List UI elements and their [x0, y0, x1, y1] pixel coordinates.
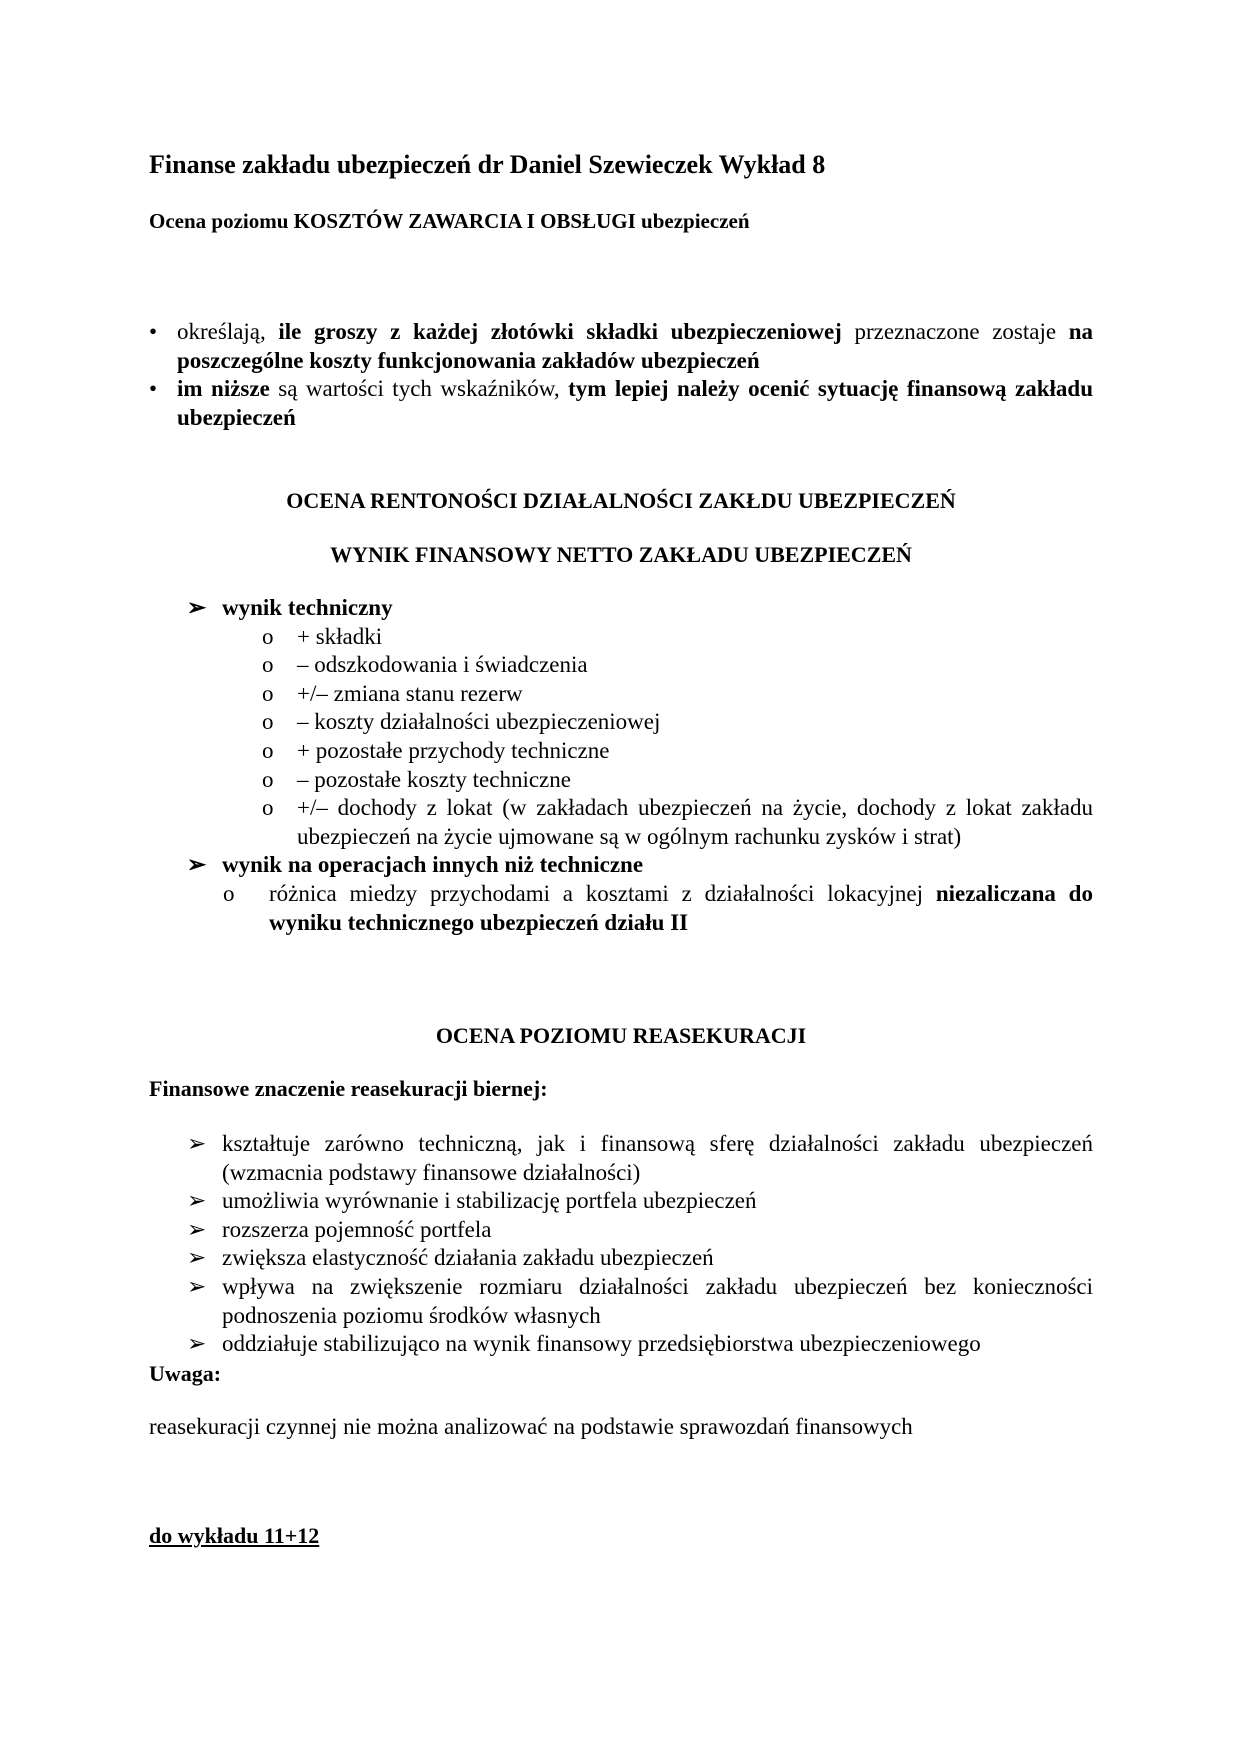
arrow-icon: ➢: [187, 852, 207, 878]
bold-text: im niższe: [177, 376, 270, 402]
reinsurance-item-text: kształtuje zarówno techniczną, jak i finansową sferę działalności zakładu ubezpieczeń (wzmacnia podstawy finansowe działalności): [222, 1131, 1093, 1185]
circle-bullet-icon: o: [262, 766, 274, 792]
arrow-icon: ➢: [187, 1216, 207, 1242]
technical-item-text: +/– zmiana stanu rezerw: [297, 680, 523, 706]
list-item: [149, 375, 1093, 432]
circle-bullet-icon: o: [262, 623, 274, 649]
note-label: Uwaga:: [149, 1361, 222, 1386]
arrow-icon: ➢: [187, 595, 207, 620]
reinsurance-item-text: umożliwia wyrównanie i stabilizację portfela ubezpieczeń: [222, 1188, 757, 1214]
list-item: [149, 1216, 1093, 1245]
bold-text: ile groszy z każdej złotówki składki ubezpieczeniowej: [278, 319, 842, 344]
heading-profitability: OCENA RENTONOŚCI DZIAŁALNOŚCI ZAKŁDU UBEZPIECZEŃ: [286, 488, 956, 513]
text: przeznaczone zostaje: [841, 319, 1069, 344]
reinsurance-item-text: rozszerza pojemność portfela: [222, 1216, 492, 1242]
technical-result-label: wynik techniczny: [222, 595, 393, 620]
list-item: [149, 623, 1093, 652]
list-item: [149, 794, 1093, 851]
list-item: [149, 318, 1093, 375]
other-result-label: wynik na operacjach innych niż techniczne: [222, 852, 644, 878]
list-item: [149, 1330, 1093, 1359]
bullet-list: [149, 318, 1093, 432]
arrow-icon: ➢: [187, 1188, 207, 1214]
list-item: [149, 1130, 1093, 1187]
lecture-link[interactable]: do wykładu 11+12: [149, 1523, 320, 1548]
section-subtitle: Ocena poziomu KOSZTÓW ZAWARCIA I OBSŁUGI ubezpieczeń: [149, 209, 750, 233]
list-item: [149, 1187, 1093, 1216]
other-result-label-row: [149, 851, 1093, 880]
list-item: [149, 1244, 1093, 1273]
heading-reinsurance: OCENA POZIOMU REASEKURACJI: [435, 1023, 807, 1048]
bullet-icon: •: [149, 376, 158, 402]
technical-item-text: + pozostałe przychody techniczne: [297, 737, 610, 763]
circle-bullet-icon: o: [262, 709, 274, 735]
arrow-icon: ➢: [187, 1245, 207, 1271]
technical-item-text: + składki: [297, 623, 383, 649]
bold-text: niezaliczana do wyniku technicznego ubezpieczeń działu II: [269, 880, 1093, 935]
reinsurance-item-text: wpływa na zwiększenie rozmiaru działalności zakładu ubezpieczeń bez konieczności podnoszenia poziomu środków własnych: [222, 1273, 1093, 1328]
arrow-icon: ➢: [187, 1273, 207, 1299]
circle-bullet-icon: o: [262, 795, 274, 821]
note-text: reasekuracji czynnej nie można analizować na podstawie sprawozdań finansowych: [149, 1414, 913, 1439]
list-item: [149, 680, 1093, 709]
text: różnica miedzy przychodami a kosztami z działalności lokacyjnej: [269, 880, 936, 906]
list-item: [149, 737, 1093, 766]
circle-bullet-icon: o: [262, 737, 274, 763]
reinsurance-item-text: oddziałuje stabilizująco na wynik finansowy przedsiębiorstwa ubezpieczeniowego: [222, 1331, 981, 1357]
list-item: [149, 880, 1093, 937]
reinsurance-list: [149, 1130, 1093, 1359]
technical-result-label-row: [149, 594, 1093, 623]
bullet-icon: •: [149, 319, 158, 344]
bold-text: na poszczególne koszty funkcjonowania zakładów ubezpieczeń: [177, 319, 1094, 373]
circle-bullet-icon: o: [223, 880, 235, 906]
list-item: [149, 708, 1093, 737]
reinsurance-label: Finansowe znaczenie reasekuracji biernej:: [149, 1076, 548, 1101]
arrow-icon: ➢: [187, 1131, 207, 1156]
technical-item-text: – koszty działalności ubezpieczeniowej: [297, 709, 661, 735]
reinsurance-item-text: zwiększa elastyczność działania zakładu ubezpieczeń: [222, 1245, 714, 1271]
list-item: [149, 1273, 1093, 1330]
circle-bullet-icon: o: [262, 680, 274, 706]
bold-text: tym lepiej należy ocenić sytuację finansową zakładu ubezpieczeń: [177, 376, 1094, 430]
technical-item-text: +/– dochody z lokat (w zakładach ubezpieczeń na życie, dochody z lokat zakładu ubezpieczeń na życie ujmowane są w ogólnym rachunku zysków i strat): [297, 795, 1093, 849]
document-title: Finanse zakładu ubezpieczeń dr Daniel Szewieczek Wykład 8: [149, 150, 826, 179]
heading-net-result: WYNIK FINANSOWY NETTO ZAKŁADU UBEZPIECZEŃ: [330, 542, 912, 567]
technical-item-text: – odszkodowania i świadczenia: [297, 652, 588, 678]
technical-result-section: [149, 594, 1093, 937]
text: określają,: [177, 319, 279, 344]
technical-item-text: – pozostałe koszty techniczne: [297, 766, 571, 792]
arrow-icon: ➢: [187, 1331, 207, 1357]
text: są wartości tych wskaźników,: [269, 376, 569, 402]
list-item: [149, 651, 1093, 680]
circle-bullet-icon: o: [262, 652, 274, 678]
list-item: [149, 766, 1093, 795]
